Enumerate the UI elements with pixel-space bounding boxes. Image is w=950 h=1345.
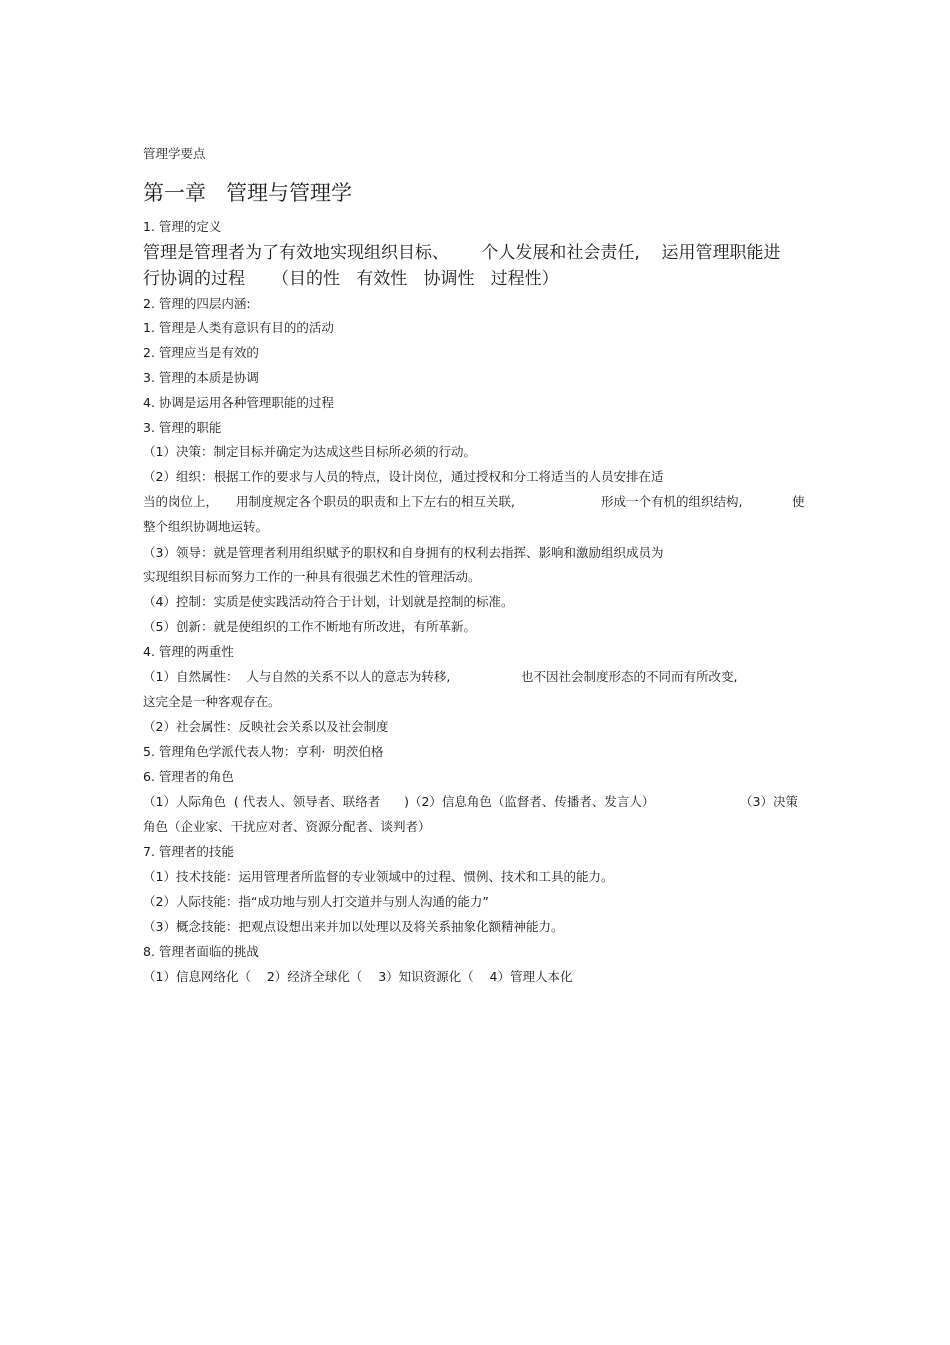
- list-item: （1）技术技能：运用管理者所监督的专业领域中的过程、惯例、技术和工具的能力。: [143, 869, 614, 884]
- list-item: （3）领导：就是管理者利用组织赋予的职权和自身拥有的权利去指挥、影响和激励组织成员为: [143, 545, 664, 560]
- section-heading: 7. 管理者的技能: [143, 844, 234, 859]
- list-item: （5）创新：就是使组织的工作不断地有所改进，有所革新。: [143, 619, 476, 634]
- section-heading: 2. 管理的四层内涵:: [143, 296, 251, 311]
- text-segment: （3）决策: [740, 794, 798, 809]
- list-item: 2. 管理应当是有效的: [143, 345, 259, 360]
- list-item: （2）组织：根据工作的要求与人员的特点，设计岗位，通过授权和分工将适当的人员安排在适: [143, 469, 664, 484]
- section-heading: 1. 管理的定义: [143, 219, 222, 234]
- section-heading: 4. 管理的两重性: [143, 644, 234, 659]
- section-heading: 6. 管理者的角色: [143, 769, 234, 784]
- chapter-title: 第一章 管理与管理学: [143, 181, 353, 205]
- text-segment: 使: [792, 494, 805, 509]
- text-segment: 形成一个有机的组织结构,: [601, 494, 743, 509]
- list-item: 角色（企业家、干扰应对者、资源分配者、谈判者）: [143, 819, 431, 834]
- list-item: 实现组织目标而努力工作的一种具有很强艺术性的管理活动。: [143, 569, 481, 584]
- section-heading: 8. 管理者面临的挑战: [143, 944, 259, 959]
- text-segment: 当的岗位上，: [143, 494, 219, 509]
- list-item: 3. 管理的本质是协调: [143, 370, 259, 385]
- section-heading: 3. 管理的职能: [143, 420, 222, 435]
- text-segment: （1）自然属性： 人与自然的关系不以人的意志为转移,: [143, 669, 451, 684]
- list-item: （1）信息网络化（ 2）经济全球化（ 3）知识资源化（ 4）管理人本化: [143, 969, 573, 984]
- list-item: （2）人际技能：指“成功地与别人打交道并与别人沟通的能力”: [143, 894, 489, 909]
- list-item: 1. 管理是人类有意识有目的的活动: [143, 320, 334, 335]
- definition-text: 行协调的过程 （目的性 有效性 协调性 过程性）: [143, 269, 559, 289]
- text-segment: 也不因社会制度形态的不同而有所改变,: [521, 669, 738, 684]
- list-item: （4）控制：实质是使实践活动符合于计划，计划就是控制的标准。: [143, 594, 514, 609]
- list-item: （3）概念技能：把观点设想出来并加以处理以及将关系抽象化额精神能力。: [143, 919, 564, 934]
- definition-text: 管理是管理者为了有效地实现组织目标、 个人发展和社会责任, 运用管理职能进: [143, 243, 781, 263]
- text-segment: （1）人际角色 ( 代表人、领导者、联络者 )（2）信息角色（监督者、传播者、发言人）: [143, 794, 655, 809]
- doc-header: 管理学要点: [143, 146, 206, 161]
- list-item: （1）决策：制定目标并确定为达成这些目标所必须的行动。: [143, 444, 476, 459]
- list-item: 整个组织协调地运转。: [143, 519, 269, 534]
- text-segment: 用制度规定各个职员的职责和上下左右的相互关联,: [236, 494, 515, 509]
- list-item: 4. 协调是运用各种管理职能的过程: [143, 395, 334, 410]
- section-heading: 5. 管理角色学派代表人物：亨利· 明茨伯格: [143, 744, 384, 759]
- list-item: （2）社会属性：反映社会关系以及社会制度: [143, 719, 389, 734]
- list-item: 这完全是一种客观存在。: [143, 694, 281, 709]
